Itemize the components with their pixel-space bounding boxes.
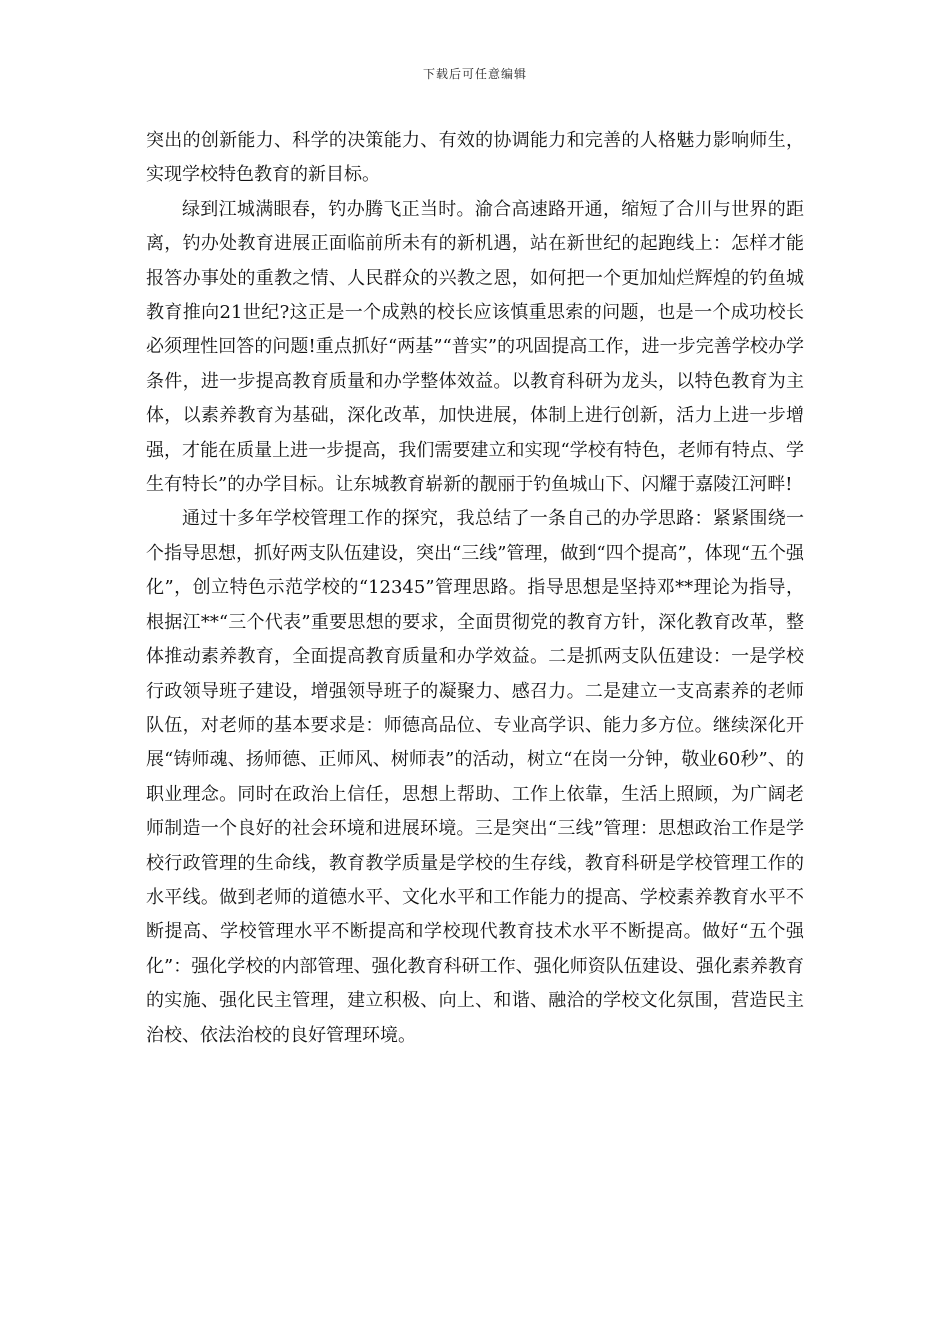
header-note: 下载后可任意编辑 bbox=[422, 67, 527, 81]
paragraph-2: 绿到江城满眼春，钓办腾飞正当时。渝合高速路开通，缩短了合川与世界的距离，钓办处教育进展正面临前所未有的新机遇，站在新世纪的起跑线上：怎样才能报答办事处的重教之情、人民群众的兴教之恩，如何把一个更加灿烂辉煌的钓鱼城教育推向21世纪?这正是一个成熟的校长应该慎重思索的问题，也是一个成功校长必须理性回答的问题!重点抓好“两基”“普实”的巩固提高工作，进一步完善学校办学条件，进一步提高教育质量和办学整体效益。以教育科研为龙头，以特色教育为主体，以素养教育为基础，深化改革，加快进展，体制上进行创新，活力上进一步增强，才能在质量上进一步提高，我们需要建立和实现“学校有特色，老师有特点、学生有特长”的办学目标。让东城教育崭新的靓丽于钓鱼城山下、闪耀于嘉陵江河畔! bbox=[146, 198, 804, 496]
document-body bbox=[146, 124, 804, 1053]
paragraph-1: 突出的创新能力、科学的决策能力、有效的协调能力和完善的人格魅力影响师生，实现学校特色教育的新目标。 bbox=[146, 130, 804, 186]
paragraph-3: 通过十多年学校管理工作的探究，我总结了一条自己的办学思路：紧紧围绕一个指导思想，抓好两支队伍建设，突出“三线”管理，做到“四个提高”，体现“五个强化”，创立特色示范学校的“12345”管理思路。指导思想是坚持邓**理论为指导，根据江**“三个代表”重要思想的要求，全面贯彻党的教育方针，深化教育改革，整体推动素养教育，全面提高教育质量和办学效益。二是抓两支队伍建设：一是学校行政领导班子建设，增强领导班子的凝聚力、感召力。二是建立一支高素养的老师队伍，对老师的基本要求是：师德高品位、专业高学识、能力多方位。继续深化开展“铸师魂、扬师德、正师风、树师表”的活动，树立“在岗一分钟，敬业60秒”、的职业理念。同时在政治上信任，思想上帮助、工作上依靠，生活上照顾，为广阔老师制造一个良好的社会环境和进展环境。三是突出“三线”管理：思想政治工作是学校行政管理的生命线，教育教学质量是学校的生存线，教育科研是学校管理工作的水平线。做到老师的道德水平、文化水平和工作能力的提高、学校素养教育水平不断提高、学校管理水平不断提高和学校现代教育技术水平不断提高。做好“五个强化”：强化学校的内部管理、强化教育科研工作、强化师资队伍建设、强化素养教育的实施、强化民主管理，建立积极、向上、和谐、融洽的学校文化氛围，营造民主治校、依法治校的良好管理环境。 bbox=[146, 508, 805, 1046]
